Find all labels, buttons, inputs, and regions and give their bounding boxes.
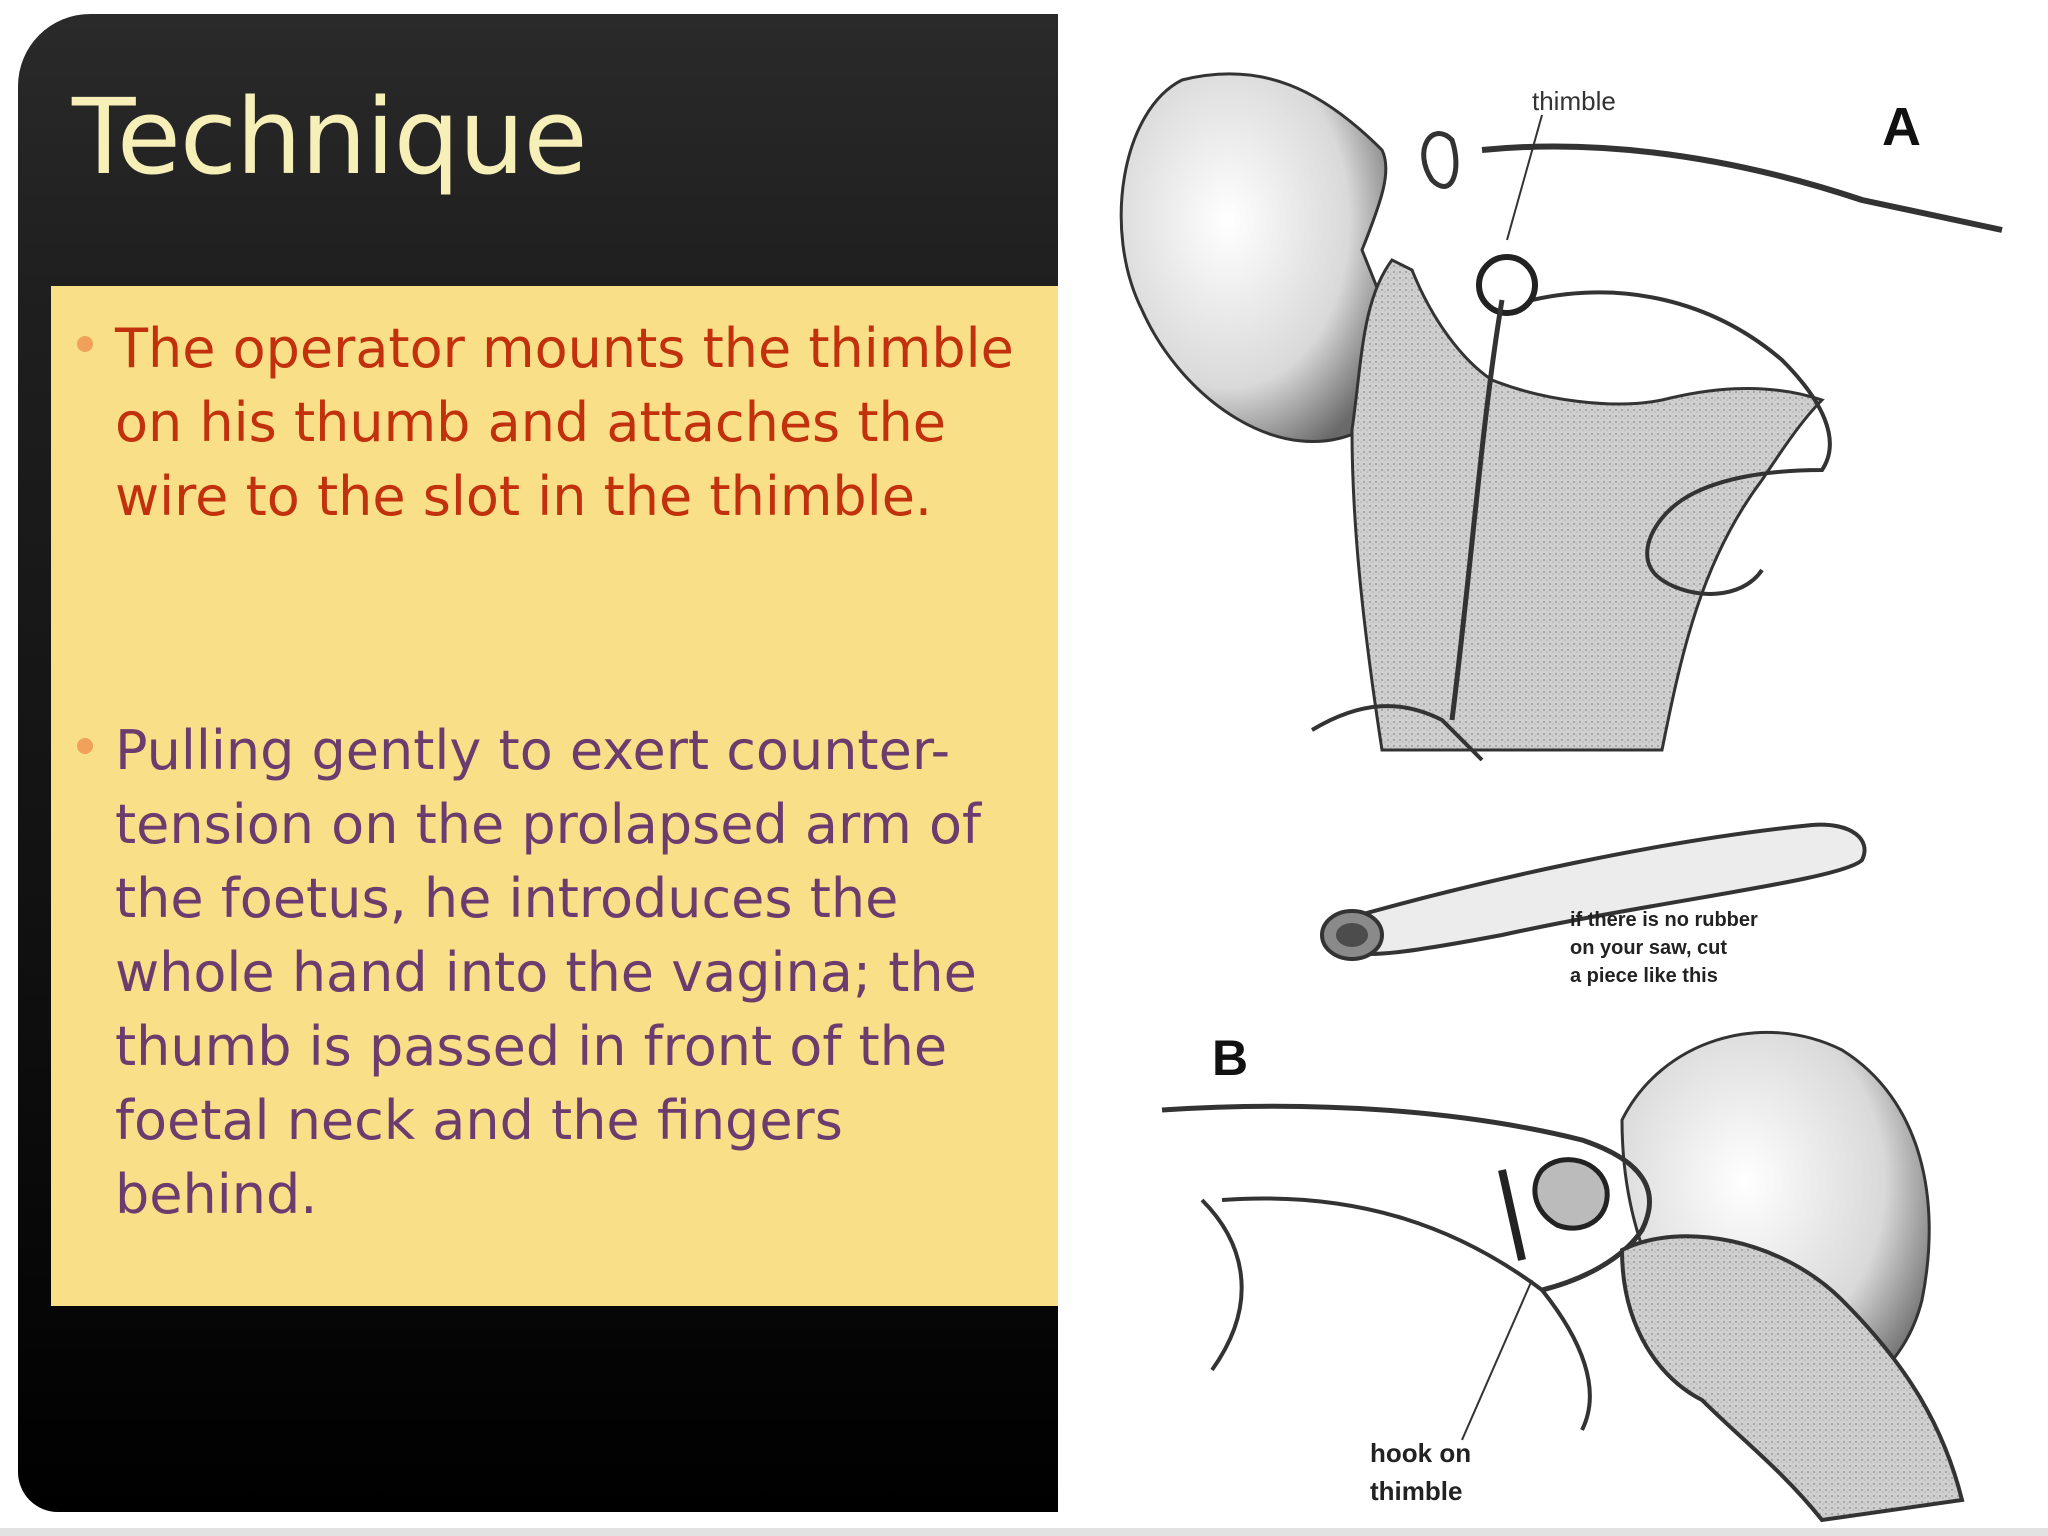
thimble-ring-a bbox=[1424, 134, 1456, 187]
foetal-body-a bbox=[1352, 260, 1822, 750]
hook-pointer bbox=[1462, 1280, 1532, 1440]
slide-panel bbox=[18, 14, 1058, 1512]
slide-title: Technique bbox=[72, 76, 587, 198]
figure-a bbox=[1121, 74, 2002, 760]
figure-label-b: B bbox=[1212, 1030, 1249, 1086]
hook-note-line-1: hook on bbox=[1370, 1438, 1472, 1468]
thimble-label: thimble bbox=[1532, 86, 1616, 116]
text-box bbox=[51, 286, 1058, 1306]
thimble-b bbox=[1535, 1160, 1607, 1228]
bullet-item bbox=[115, 312, 1035, 534]
foetal-head-a bbox=[1121, 74, 1388, 442]
body-b bbox=[1202, 1198, 1590, 1430]
thimble-pointer bbox=[1507, 115, 1542, 240]
bullet-text: Pulling gently to exert counter-tension on the prolapsed arm of the foetus, he introduces the whole hand into the vagina; the thumb is passed in front of the foetal neck and the fingers behind. bbox=[115, 719, 982, 1226]
thimble-icon bbox=[1479, 257, 1535, 313]
rubber-tube bbox=[1322, 825, 1865, 987]
bullet-item bbox=[115, 714, 1035, 1232]
bottom-bar bbox=[0, 1528, 2048, 1536]
bullet-dot-icon bbox=[77, 738, 93, 754]
figure-label-a: A bbox=[1882, 97, 1921, 157]
figure-b bbox=[1162, 1030, 1962, 1520]
medical-illustration bbox=[1062, 0, 2048, 1536]
bullet-text: The operator mounts the thimble on his thumb and attaches the wire to the slot in the thimble. bbox=[115, 317, 1014, 528]
rubber-note-line-1: if there is no rubber bbox=[1570, 909, 1758, 931]
hook-note-line-2: thimble bbox=[1370, 1476, 1463, 1506]
bullet-dot-icon bbox=[77, 336, 93, 352]
rubber-note-line-2: on your saw, cut bbox=[1570, 937, 1728, 959]
wire-b bbox=[1502, 1170, 1522, 1260]
wire-line-a bbox=[1482, 147, 2002, 230]
rubber-note-line-3: a piece like this bbox=[1570, 965, 1718, 987]
